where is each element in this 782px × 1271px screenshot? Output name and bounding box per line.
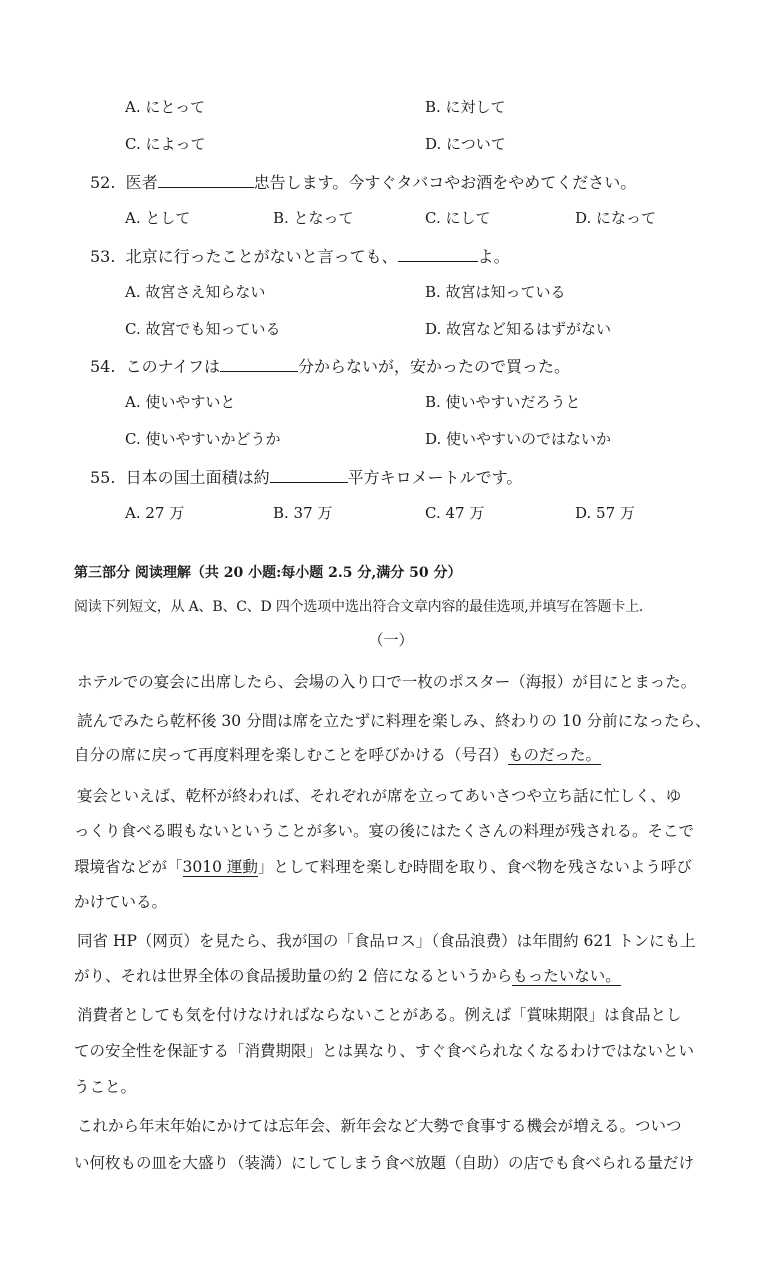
question-number: 53. bbox=[90, 247, 116, 266]
q55-option-b: B. 37 万 bbox=[273, 504, 333, 522]
passage-paragraph-3-line-3 bbox=[74, 855, 692, 877]
question-text-before: 日本の国土面積は約 bbox=[125, 468, 270, 487]
question-text-before: 医者 bbox=[125, 173, 158, 192]
q55-option-c: C. 47 万 bbox=[425, 504, 485, 522]
question-number: 52. bbox=[90, 173, 116, 192]
q51-option-a: A. にとって bbox=[125, 98, 206, 116]
q55-option-d: D. 57 万 bbox=[575, 504, 635, 522]
question-52 bbox=[90, 170, 636, 193]
q55-option-a: A. 27 万 bbox=[125, 504, 185, 522]
passage-paragraph-3-line-4: かけている。 bbox=[74, 893, 168, 911]
passage-text: 自分の席に戻って再度料理を楽しむことを呼びかける（号召） bbox=[74, 746, 509, 764]
answer-blank bbox=[398, 247, 478, 262]
passage-text: 」として料理を楽しむ時間を取り、食べ物を残さないよう呼び bbox=[257, 858, 692, 876]
section-instruction: 阅读下列短文，从 A、B、C、D 四个选项中选出符合文章内容的最佳选项,并填写在答题卡上. bbox=[74, 599, 644, 615]
passage-text: がり、それは世界全体の食品援助量の約 2 倍になるというから bbox=[74, 967, 513, 985]
underlined-phrase: 3010 運動 bbox=[182, 858, 258, 876]
q52-option-c: C. にして bbox=[425, 209, 491, 227]
q53-option-d: D. 故宮など知るはずがない bbox=[425, 320, 612, 338]
question-text-before: 北京に行ったことがないと言っても、 bbox=[125, 247, 398, 266]
q51-option-d: D. について bbox=[425, 135, 506, 153]
answer-blank bbox=[220, 357, 298, 372]
passage-paragraph-3-line-1: 宴会といえば、乾杯が終われば、それぞれが席を立ってあいさつや立ち話に忙しく、ゆ bbox=[77, 787, 682, 805]
section-heading: 第三部分 阅读理解（共 20 小题:每小题 2.5 分,满分 50 分） bbox=[74, 565, 462, 581]
q52-option-d: D. になって bbox=[575, 209, 657, 227]
q53-option-b: B. 故宮は知っている bbox=[425, 283, 566, 301]
q51-option-c: C. によって bbox=[125, 135, 206, 153]
q52-option-b: B. となって bbox=[273, 209, 354, 227]
passage-paragraph-3-line-2: っくり食べる暇もないということが多い。宴の後にはたくさんの料理が残される。そこで bbox=[74, 822, 695, 840]
question-55 bbox=[90, 465, 522, 488]
question-text-after: よ。 bbox=[477, 247, 510, 266]
q53-option-a: A. 故宮さえ知らない bbox=[125, 283, 266, 301]
passage-paragraph-4-line-1: 同省 HP（网页）を見たら、我が国の「食品ロス」（食品浪费）は年間約 621 トンにも上 bbox=[77, 932, 696, 950]
passage-number: （一） bbox=[368, 631, 414, 649]
passage-paragraph-5-line-2: ての安全性を保証する「消費期限」とは異なり、すぐ食べられなくなるわけではないとい bbox=[74, 1042, 695, 1060]
q54-option-d: D. 使いやすいのではないか bbox=[425, 430, 612, 448]
passage-paragraph-5-line-3: うこと。 bbox=[74, 1078, 137, 1096]
passage-text: 環境省などが「 bbox=[74, 858, 183, 876]
q52-option-a: A. として bbox=[125, 209, 191, 227]
question-54 bbox=[90, 354, 570, 377]
question-number: 54. bbox=[90, 357, 116, 376]
underlined-phrase: もったいない。 bbox=[512, 967, 621, 985]
question-text-after: 平方キロメートルです。 bbox=[347, 468, 523, 487]
passage-paragraph-2-line-2 bbox=[74, 743, 601, 765]
q54-option-a: A. 使いやすいと bbox=[125, 393, 236, 411]
question-text-after: 忠告します。今すぐタバコやお酒をやめてください。 bbox=[253, 173, 637, 192]
question-number: 55. bbox=[90, 468, 116, 487]
underlined-phrase: ものだった。 bbox=[508, 746, 602, 764]
answer-blank bbox=[270, 468, 348, 483]
question-text-after: 分からないが，安かったので買った。 bbox=[298, 357, 571, 376]
passage-paragraph-1: ホテルでの宴会に出席したら、会場の入り口で一枚のポスター（海报）が目にとまった。 bbox=[77, 673, 697, 691]
passage-paragraph-2-line-1: 読んでみたら乾杯後 30 分間は席を立たずに料理を楽しみ、終わりの 10 分前になったら、 bbox=[77, 712, 711, 730]
passage-paragraph-6-line-2: い何枚もの皿を大盛り（装満）にしてしまう食べ放題（自助）の店でも食べられる量だけ bbox=[74, 1154, 695, 1172]
q51-option-b: B. に対して bbox=[425, 98, 506, 116]
passage-paragraph-6-line-1: これから年末年始にかけては忘年会、新年会など大勢で食事する機会が増える。ついつ bbox=[77, 1117, 682, 1135]
q53-option-c: C. 故宮でも知っている bbox=[125, 320, 281, 338]
question-text-before: このナイフは bbox=[125, 357, 221, 376]
q54-option-b: B. 使いやすいだろうと bbox=[425, 393, 581, 411]
passage-paragraph-5-line-1: 消費者としても気を付けなければならないことがある。例えば「賞味期限」は食品とし bbox=[77, 1006, 682, 1024]
q54-option-c: C. 使いやすいかどうか bbox=[125, 430, 281, 448]
answer-blank bbox=[158, 173, 254, 188]
question-53 bbox=[90, 244, 510, 267]
passage-paragraph-4-line-2 bbox=[74, 964, 621, 986]
